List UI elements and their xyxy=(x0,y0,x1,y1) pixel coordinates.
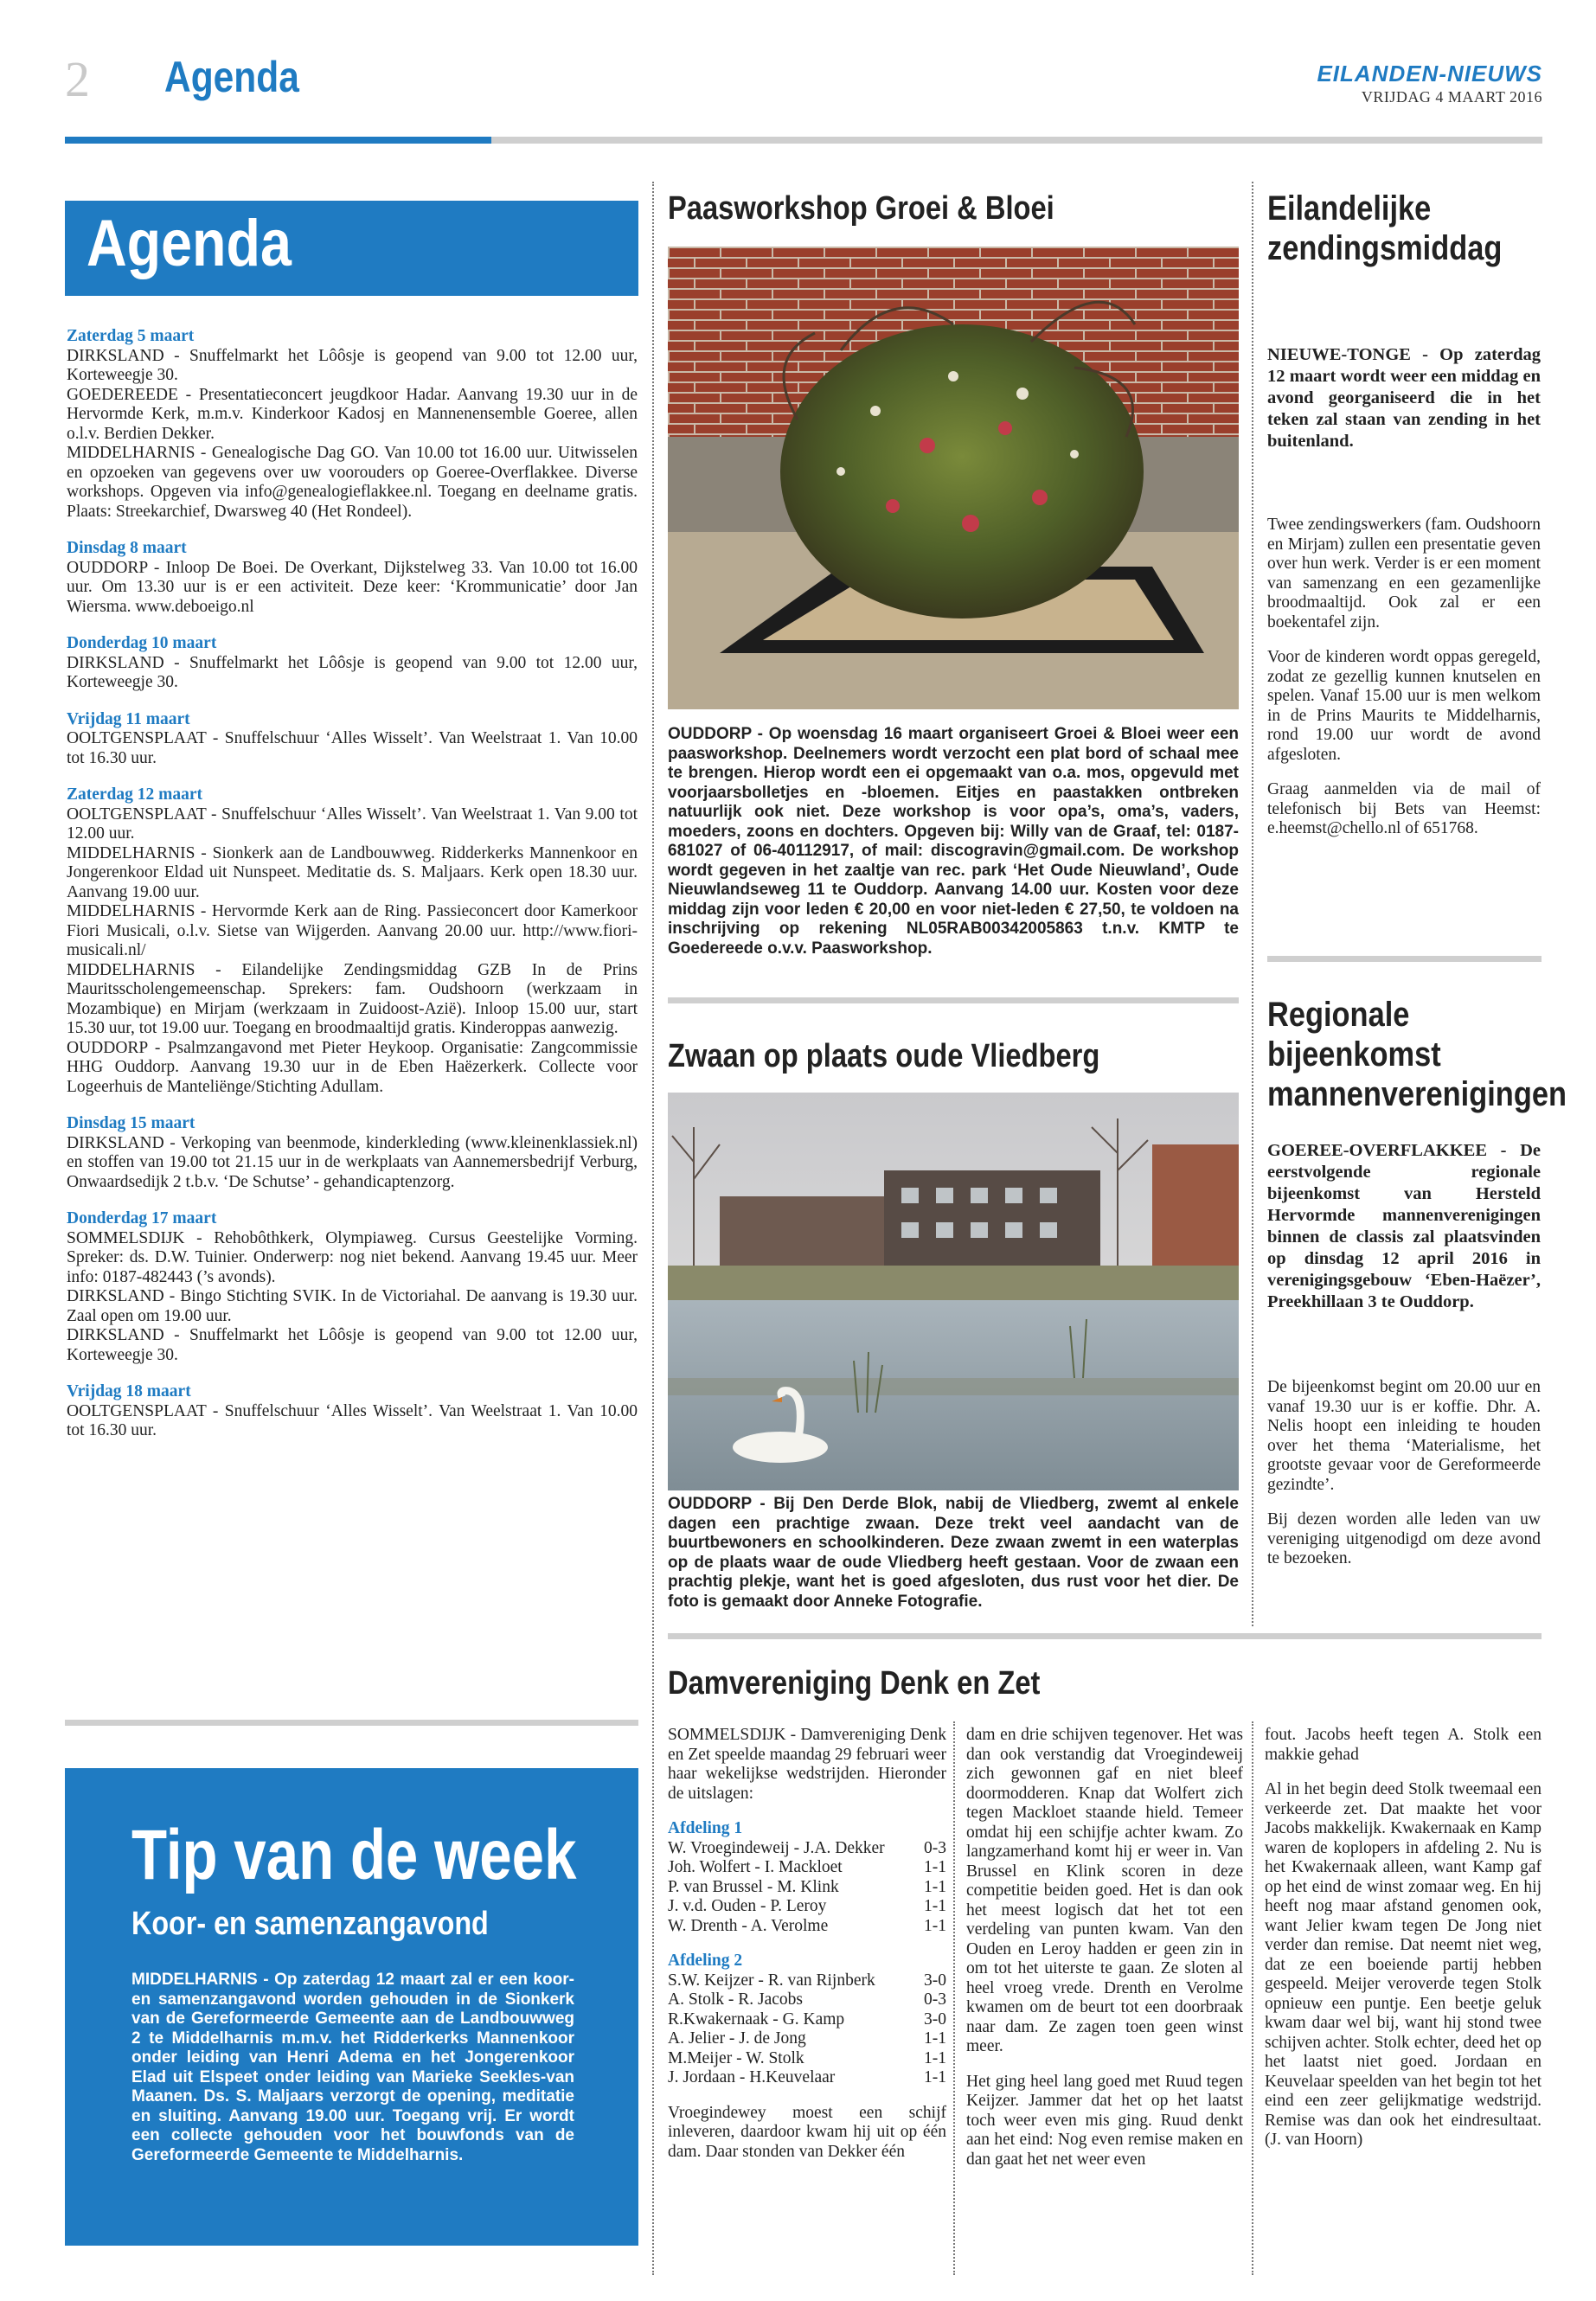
agenda-day xyxy=(67,1114,638,1192)
agenda-list xyxy=(67,327,638,1441)
article-paragraph: Voor de kinderen wordt oppas geregeld, zodat ze gezellig kunnen knutselen en spelen. Vanaf 15.00 uur is men welkom in de Prins Maurits te Middelharnis, rond 19.00 uur wordt de avond afgesloten. xyxy=(1267,648,1541,764)
dam-paragraph: Het ging heel lang goed met Ruud tegen Keijzer. Jammer dat het op het laatst toch weer even mis ging. Ruud denkt aan het eind: Nog even remise maken en dan gaat het net weer even xyxy=(966,2072,1243,2169)
agenda-event: OUDDORP - Inloop De Boei. De Overkant, Dijkstelweg 33. Van 10.00 tot 16.00 uur. Om 13.30 uur is er een activiteit. Deze keer: ‘Krommunicatie’ door Jan Wiersma. www.deboeigo.nl xyxy=(67,558,638,616)
agenda-date: Dinsdag 15 maart xyxy=(67,1114,195,1132)
agenda-event: DIRKSLAND - Verkoping van beenmode, kinderkleding (www.kleinenklassiek.nl) en stoffen van 19.00 tot 21.15 uur in de werkplaats van Aannemersbedrijf Verburg, Onwaardsedijk 2 t.b.v. ‘De Schutse’ - gehandicaptenzorg. xyxy=(67,1133,638,1191)
result-row: M.Meijer - W. Stolk 1-1 xyxy=(668,2048,946,2067)
dam-intro: SOMMELSDIJK - Damvereniging Denk en Zet speelde maandag 29 februari weer haar wekelijkse wedstrijden. Hieronder de uitslagen: xyxy=(668,1726,946,1803)
agenda-event: DIRKSLAND - Bingo Stichting SVIK. In de Victoriahal. De aanvang is 19.30 uur. Zaal open om 19.00 uur. xyxy=(67,1287,638,1325)
paasworkshop-heading: Paasworkshop Groei & Bloei xyxy=(668,190,1054,227)
result-row: A. Stolk - R. Jacobs 0-3 xyxy=(668,1990,946,2009)
agenda-event: OOLTGENSPLAAT - Snuffelschuur ‘Alles Wisselt’. Van Weelstraat 1. Van 10.00 tot 16.30 uur. xyxy=(67,729,638,767)
issue-date: VRIJDAG 4 MAART 2016 xyxy=(1361,88,1542,106)
agenda-day xyxy=(67,327,638,522)
damvereniging-column xyxy=(966,1726,1243,2170)
agenda-day xyxy=(67,539,638,617)
agenda-day xyxy=(67,710,638,769)
agenda-date: Dinsdag 8 maart xyxy=(67,539,187,557)
agenda-event: MIDDELHARNIS - Sionkerk aan de Landbouwweg. Ridderkerks Mannenkoor en Jongerenkoor Eldad uit Nunspeet. Meditatie ds. S. Maljaars. Kerk open 18.30 uur. Aanvang 19.00 uur. xyxy=(67,843,638,901)
agenda-event: DIRKSLAND - Snuffelmarkt het Lôôsje is geopend van 9.00 tot 12.00 uur, Korteweegje 30. xyxy=(67,1326,638,1364)
zendingsmiddag-heading: Eilandelijke zendingsmiddag xyxy=(1267,189,1503,267)
afdeling-2-heading: Afdeling 2 xyxy=(668,1952,743,1970)
column-separator xyxy=(652,182,654,2275)
tip-body: MIDDELHARNIS - Op zaterdag 12 maart zal er een koor- en samenzangavond worden gehouden in de Sionkerk van de Gereformeerde Gemeente aan de Landbouwweg 2 te Middelharnis m.m.v. het Ridderkerks Mannenkoor onder leiding van Henri Adema en het Jongerenkoor Elad uit Elspeet onder leiding van Marieke Seekles-van Maanen. Ds. S. Maljaars verzorgt de opening, meditatie en sluiting. Aanvang 19.00 uur. Toegang vrij. Er wordt een collecte gehouden voor het bouwfonds van de Gereformeerde Gemeente te Middelharnis. xyxy=(131,1971,574,2164)
agenda-event: MIDDELHARNIS - Genealogische Dag GO. Van 10.00 tot 16.00 uur. Uitwisselen en opzoeken van gegevens over uw voorouders op Goeree-Overflakkee. Diverse workshops. Opgeven via info@genealogieflakkee.nl. Toegang en deelname gratis. Plaats: Streekarchief, Dwarsweg 40 (Het Rondeel). xyxy=(67,444,638,521)
paasworkshop-photo xyxy=(668,247,1239,709)
agenda-event: MIDDELHARNIS - Eilandelijke Zendingsmiddag GZB In de Prins Mauritsscholengemeenschap. Sprekers: fam. Oudshoorn (werkzaam in Mozambique) en Mirjam (werkzaam in Zuidoost-Azië). Inloop 15.00 uur, start 15.30 uur, tot 19.00 uur. Toegang en broodmaaltijd gratis. Kinderoppas aanwezig. xyxy=(67,960,638,1037)
result-row: W. Vroegindeweij - J.A. Dekker 0-3 xyxy=(668,1838,946,1857)
agenda-event: DIRKSLAND - Snuffelmarkt het Lôôsje is geopend van 9.00 tot 12.00 uur, Korteweegje 30. xyxy=(67,346,638,384)
section-title: Agenda xyxy=(164,53,299,101)
section-rule xyxy=(1267,956,1542,962)
zwaan-photo xyxy=(668,1093,1239,1490)
agenda-day xyxy=(67,634,638,693)
article-paragraph: Bij dezen worden alle leden van uw vereniging uitgenodigd om deze avond te bezoeken. xyxy=(1267,1510,1541,1567)
column-separator xyxy=(1252,1721,1253,2275)
agenda-event: OOLTGENSPLAAT - Snuffelschuur ‘Alles Wisselt’. Van Weelstraat 1. Van 10.00 tot 16.30 uur. xyxy=(67,1401,638,1439)
agenda-day xyxy=(67,785,638,1097)
result-row: P. van Brussel - M. Klink 1-1 xyxy=(668,1877,946,1896)
result-row: J. Jordaan - H.Keuvelaar 1-1 xyxy=(668,2068,946,2086)
agenda-event: SOMMELSDIJK - Rehobôthkerk, Olympiaweg. Cursus Geestelijke Vorming. Spreker: ds. D.W. Tuinier. Onderwerp: nog niet bekend. Aanvang 19.45 uur. Meer info: 0187-482443 (’s avonds). xyxy=(67,1228,638,1286)
agenda-event: MIDDELHARNIS - Hervormde Kerk aan de Ring. Passieconcert door Kamerkoor Fiori Musicali, o.l.v. Sietse van Wijgerden. Aanvang 20.00 uur. http://www.fiori-musicali.nl/ xyxy=(67,902,638,959)
zendingsmiddag-lead: NIEUWE-TONGE - Op zaterdag 12 maart wordt weer een middag en avond georganiseerd die in het teken zal staan van zending in het buitenland. xyxy=(1267,345,1541,451)
agenda-date: Vrijdag 18 maart xyxy=(67,1382,191,1400)
agenda-date: Donderdag 10 maart xyxy=(67,634,217,652)
column-separator xyxy=(1252,182,1253,1626)
header-rule xyxy=(491,137,1542,144)
section-rule xyxy=(65,1720,638,1726)
result-row: S.W. Keijzer - R. van Rijnberk 3-0 xyxy=(668,1971,946,1990)
agenda-title: Agenda xyxy=(87,207,292,280)
agenda-event: OUDDORP - Psalmzangavond met Pieter Heykoop. Organisatie: Zangcommissie HHG Ouddorp. Aanvang 19.30 uur in de Eben Haëzerkerk. Collecte voor Logeerhuis de Manteliënge/Stichting Adullam. xyxy=(67,1038,638,1096)
result-row: Joh. Wolfert - I. Mackloet 1-1 xyxy=(668,1858,946,1876)
damvereniging-column xyxy=(1265,1726,1542,2150)
article-paragraph: Graag aanmelden via de mail of telefonisch bij Bets van Heemst: e.heemst@chello.nl of 651768. xyxy=(1267,780,1541,837)
agenda-day xyxy=(67,1382,638,1441)
agenda-date: Vrijdag 11 maart xyxy=(67,709,190,728)
result-row: J. v.d. Ouden - P. Leroy 1-1 xyxy=(668,1897,946,1915)
agenda-date: Zaterdag 5 maart xyxy=(67,327,195,345)
damvereniging-column xyxy=(668,1726,946,2162)
article-paragraph: De bijeenkomst begint om 20.00 uur en vanaf 19.30 uur is er koffie. Dhr. A. Nelis hoopt een inleiding te houden over het thema ‘Materialisme, het grootste gevaar voor de Gereformeerde gezindte’. xyxy=(1267,1378,1541,1494)
header-rule-accent xyxy=(65,137,491,144)
article-paragraph: Twee zendingswerkers (fam. Oudshoorn en Mirjam) zullen een presentatie geven over hun werk. Verder is er een moment van samenzang en een gezamenlijke broodmaaltijd. Ook zal er een boekentafel zijn. xyxy=(1267,516,1541,631)
newspaper-logo: EILANDEN-NIEUWS xyxy=(1317,61,1542,87)
paasworkshop-caption: OUDDORP - Op woensdag 16 maart organiseert Groei & Bloei weer een paasworkshop. Deelnemers wordt verzocht een plat bord of schaal mee te brengen. Hierop wordt een ei opgemaakt van o.a. mos, opgevuld met voorjaarsbolletjes en -bloemen. Eitjes en paastakken ontbreken natuurlijk ook niet. Deze workshop is voor opa’s, oma’s, vaders, moeders, zoons en dochters. Opgeven bij: Willy van de Graaf, tel: 0187-681027 of 06-40112917, of mail: discogravin@gmail.com. De workshop wordt gegeven in het zaaltje van rec. park ‘Het Oude Nieuwland’, Oude Nieuwlandseweg 11 te Ouddorp. Aanvang 14.00 uur. Kosten voor deze middag zijn voor leden € 20,00 en voor niet-leden € 27,50, te voldoen na inschrijving op rekening NL05RAB00342005863 t.n.v. KMTP te Goedereede o.v.v. Paasworkshop. xyxy=(668,725,1239,958)
agenda-event: DIRKSLAND - Snuffelmarkt het Lôôsje is geopend van 9.00 tot 12.00 uur, Korteweegje 30. xyxy=(67,653,638,691)
agenda-date: Donderdag 17 maart xyxy=(67,1209,217,1227)
zendingsmiddag-body xyxy=(1267,516,1541,855)
tip-title: Tip van de week xyxy=(131,1816,577,1894)
dam-paragraph: Vroegindewey moest een schijf inleveren, daardoor kwam hij uit op één dam. Daar stonden van Dekker één xyxy=(668,2103,946,2161)
regionale-bijeenkomst-body xyxy=(1267,1378,1541,1585)
regionale-bijeenkomst-lead: GOEREE-OVERFLAKKEE - De eerstvolgende regionale bijeenkomst van Hersteld Hervormde mannenverenigingen binnen de classis zal plaatsvinden op dinsdag 12 april 2016 in verenigingsgebouw ‘Eben-Haëzer’, Preekhillaan 3 te Ouddorp. xyxy=(1267,1141,1541,1311)
result-row: R.Kwakernaak - G. Kamp 3-0 xyxy=(668,2009,946,2029)
agenda-day xyxy=(67,1209,638,1365)
dam-paragraph: dam en drie schijven tegenover. Het was dan ook verstandig dat Vroegindeweij zich gewonnen gaf en niet bleef doormodderen. Knap dat Wolfert zich tegen Mackloet staande hield. Temeer omdat hij een schijfje achter kwam. Zo langzamerhand komt hij er weer in. Van Brussel en Klink scoren in deze competitie beiden goed. Het is dan ook het meest logisch dat het tot een verdeling van punten kwam. Van den Ouden en Leroy hadden er geen zin in om tot het uiterste te gaan. Ze sloten al heel vroeg vrede. Drenth en Verolme kwamen om de beurt tot een doorbraak naar dam. Ze zagen toen geen winst meer. xyxy=(966,1726,1243,2055)
result-row: A. Jelier - J. de Jong 1-1 xyxy=(668,2029,946,2048)
regionale-bijeenkomst-heading: Regionale bijeenkomst mannenverenigingen xyxy=(1267,996,1567,1113)
damvereniging-heading: Damvereniging Denk en Zet xyxy=(668,1665,1041,1702)
dam-paragraph: fout. Jacobs heeft tegen A. Stolk een makkie gehad xyxy=(1265,1726,1542,1764)
column-separator xyxy=(953,1721,955,2275)
zwaan-heading: Zwaan op plaats oude Vliedberg xyxy=(668,1038,1100,1074)
result-row: W. Drenth - A. Verolme 1-1 xyxy=(668,1916,946,1935)
agenda-date: Zaterdag 12 maart xyxy=(67,785,203,804)
agenda-event: OOLTGENSPLAAT - Snuffelschuur ‘Alles Wisselt’. Van Weelstraat 1. Van 9.00 tot 12.00 uur. xyxy=(67,804,638,843)
zwaan-caption: OUDDORP - Bij Den Derde Blok, nabij de Vliedberg, zwemt al enkele dagen een prachtige zwaan. Deze trekt veel aandacht van de buurtbewoners en schoolkinderen. Deze zwaan zwemt in een waterplas op de plaats waar de oude Vliedberg heeft gestaan. Voor de zwaan een prachtig plekje, want het is goed afgesloten, dus rust voor het dier. De foto is gemaakt door Anneke Fotografie. xyxy=(668,1495,1239,1611)
tip-subtitle: Koor- en samenzangavond xyxy=(131,1906,489,1942)
dam-paragraph: Al in het begin deed Stolk tweemaal een verkeerde zet. Dat maakte het voor Jacobs makkelijk. Kwakernaak en Kamp waren de koplopers in afdeling 2. Nu is het Kwakernaak alleen, want Kamp gaf op het eind de winst zomaar weg. En hij heeft nog maar afstand genomen ook, want Jelier kwam tegen De Jong niet verder dan remise. Dat neemt niet weg, dat ze een boeiende partij hebben gespeeld. Meijer veroverde tegen Stolk opnieuw een puntje. Een beetje geluk kwam daar wel bij, want hij stond twee schijven achter. Stolk echter, deed het op het laatst niet goed. Jordaan en Keuvelaar speelden van het begin tot het eind een zeer gelijkmatige wedstrijd. Remise was dan ook het eindresultaat. (J. van Hoorn) xyxy=(1265,1780,1542,2149)
section-rule xyxy=(668,1633,1542,1639)
agenda-event: GOEDEREEDE - Presentatieconcert jeugdkoor Hadar. Aanvang 19.30 uur in de Hervormde Kerk, m.m.v. Kinderkoor Kadosj en Mannenensemble Goeree, allen o.l.v. Berdien Dekker. xyxy=(67,385,638,443)
afdeling-1-heading: Afdeling 1 xyxy=(668,1819,743,1837)
page-number: 2 xyxy=(65,51,90,107)
section-rule xyxy=(668,997,1239,1003)
